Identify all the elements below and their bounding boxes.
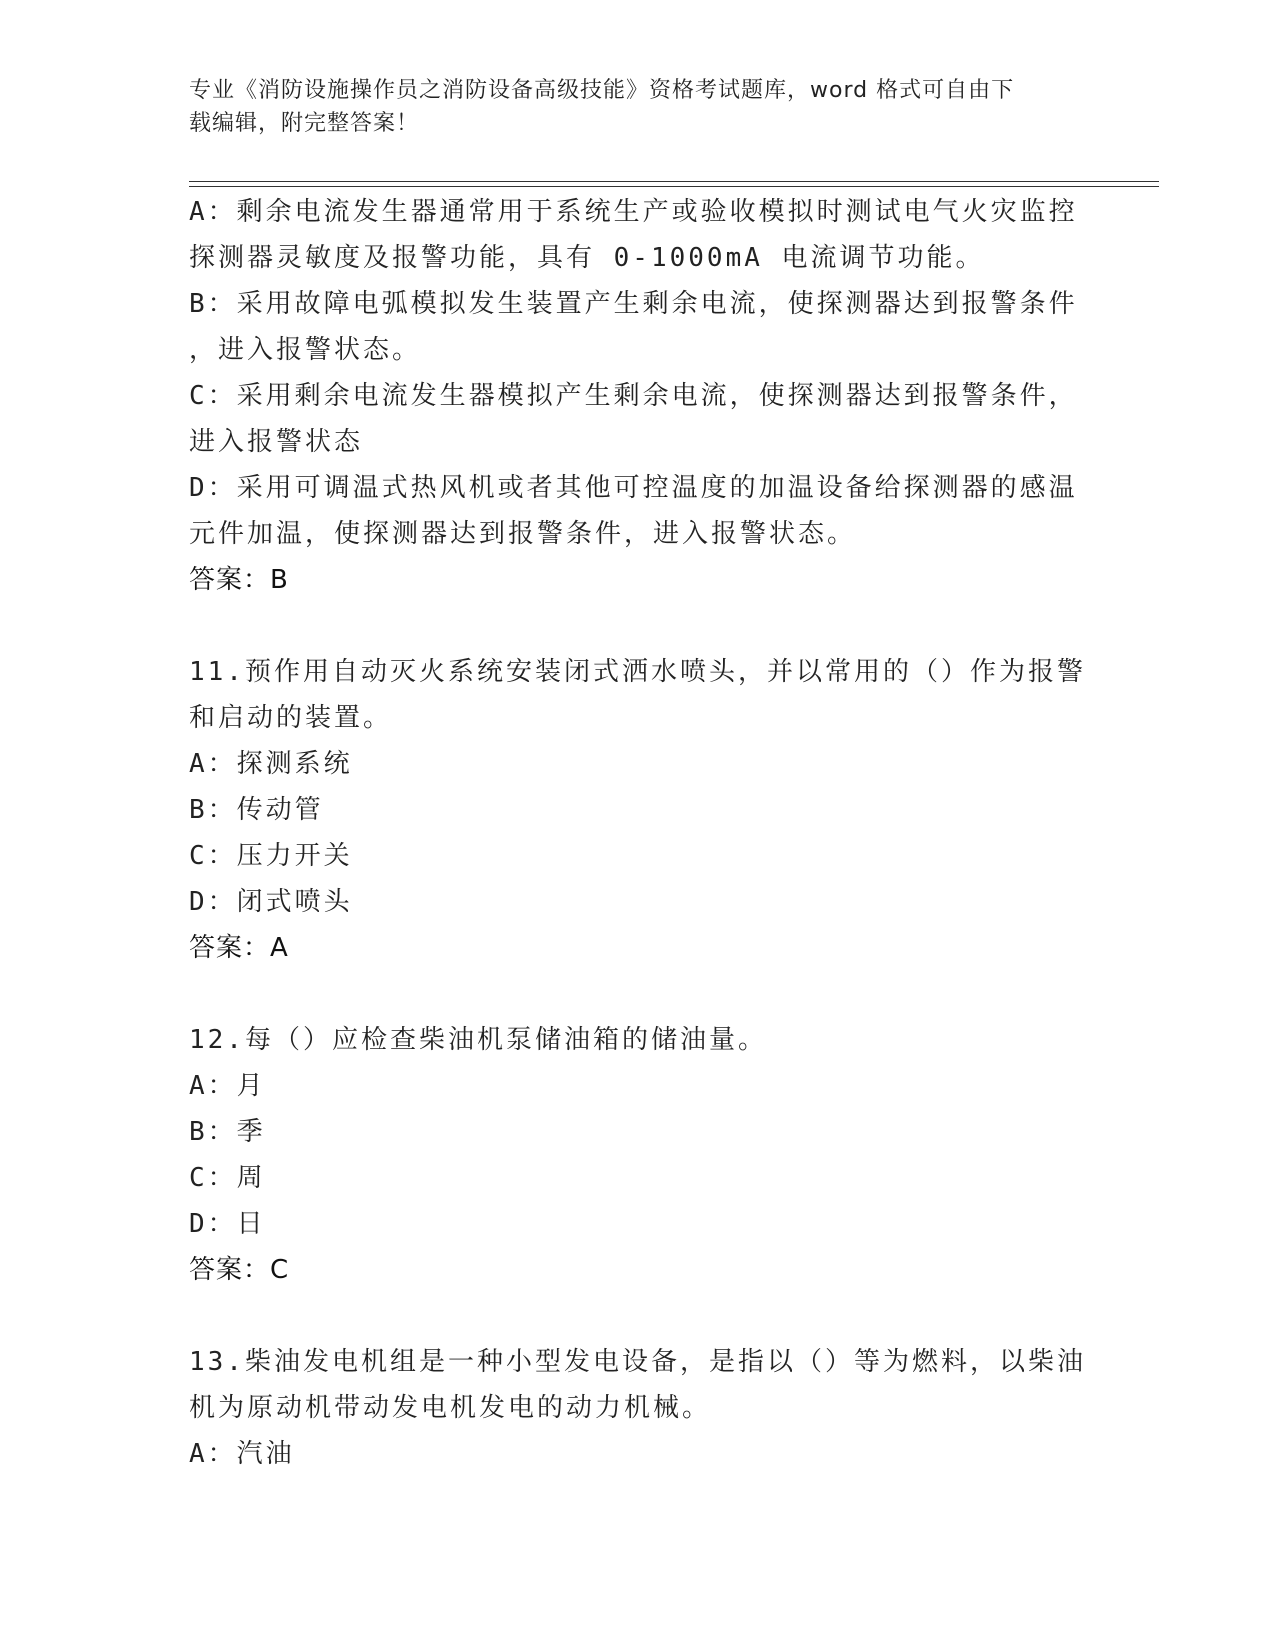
q10-option-d-line-2: 元件加温，使探测器达到报警条件，进入报警状态。	[189, 519, 857, 549]
q12-option-a: A：月	[189, 1071, 266, 1101]
spacer	[189, 603, 1089, 649]
q12-stem: 12.每（）应检查柴油机泵储油箱的储油量。	[189, 1025, 767, 1055]
page-header	[189, 74, 1089, 140]
document-body	[189, 189, 1089, 1477]
q11-option-a: A：探测系统	[189, 749, 353, 779]
q10-option-b-line-1: B：采用故障电弧模拟发生装置产生剩余电流，使探测器达到报警条件	[189, 289, 1078, 319]
q13-stem-line-2: 机为原动机带动发电机发电的动力机械。	[189, 1393, 712, 1423]
q10-option-a-line-1: A：剩余电流发生器通常用于系统生产或验收模拟时测试电气火灾监控	[189, 197, 1078, 227]
q13-stem-line-1: 13.柴油发电机组是一种小型发电设备，是指以（）等为燃料，以柴油	[189, 1347, 1086, 1377]
q11-option-c: C：压力开关	[189, 841, 353, 871]
header-line-1: 专业《消防设施操作员之消防设备高级技能》资格考试题库，word 格式可自由下	[189, 78, 1015, 103]
q11-answer: 答案：A	[189, 933, 289, 963]
q11-stem-line-1: 11.预作用自动灭火系统安装闭式洒水喷头，并以常用的（）作为报警	[189, 657, 1086, 687]
q12-option-c: C：周	[189, 1163, 266, 1193]
q11-option-d: D：闭式喷头	[189, 887, 353, 917]
q11-option-b: B：传动管	[189, 795, 324, 825]
spacer	[189, 971, 1089, 1017]
q10-option-b-line-2: ，进入报警状态。	[189, 335, 422, 365]
header-double-rule	[189, 181, 1159, 187]
q11-stem-line-2: 和启动的装置。	[189, 703, 393, 733]
q10-option-a-line-2: 探测器灵敏度及报警功能，具有 0-1000mA 电流调节功能。	[189, 243, 985, 273]
q12-option-d: D：日	[189, 1209, 266, 1239]
q12-option-b: B：季	[189, 1117, 266, 1147]
header-line-2: 载编辑，附完整答案！	[189, 111, 420, 136]
q10-answer: 答案：B	[189, 565, 289, 595]
q13-option-a: A：汽油	[189, 1439, 295, 1469]
q10-option-c-line-2: 进入报警状态	[189, 427, 364, 457]
q12-answer: 答案：C	[189, 1255, 290, 1285]
q10-option-c-line-1: C：采用剩余电流发生器模拟产生剩余电流，使探测器达到报警条件，	[189, 381, 1078, 411]
spacer	[189, 1293, 1089, 1339]
q10-option-d-line-1: D：采用可调温式热风机或者其他可控温度的加温设备给探测器的感温	[189, 473, 1078, 503]
